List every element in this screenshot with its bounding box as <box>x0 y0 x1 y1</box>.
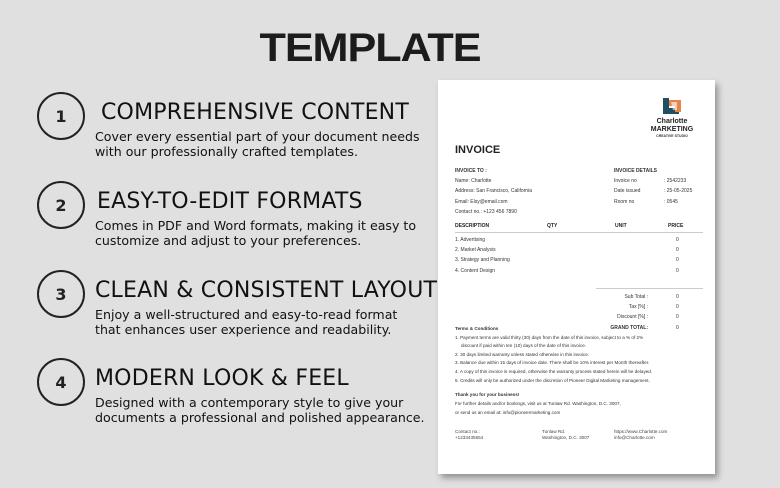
item-price: 0 <box>676 237 679 243</box>
invoice-details-heading: INVOICE DETAILS <box>614 168 657 174</box>
table-header <box>455 223 703 233</box>
terms-item: 4. A copy of this invoice is required, otherwise the warranty process stated herein will be delayed. <box>455 368 653 374</box>
total-row <box>596 312 703 322</box>
item-desc: 3. Strategy and Planning <box>455 257 510 264</box>
item-qty <box>547 255 615 265</box>
feature-heading: EASY-TO-EDIT FORMATS <box>97 189 363 214</box>
detail-row <box>614 186 692 196</box>
item-qty <box>547 266 615 276</box>
item-desc: 2. Market Analysis <box>455 247 496 254</box>
item-price: 0 <box>676 267 679 274</box>
total-value: 0 <box>676 304 679 311</box>
item-qty <box>547 235 615 245</box>
footer-contact <box>455 429 483 441</box>
thanks-block <box>455 390 705 418</box>
terms-item: 2. 30 days limited warranty unless stated otherwise in this invoice. <box>455 351 590 357</box>
company-logo <box>646 96 698 139</box>
number-badge: 3 <box>37 270 85 318</box>
total-label: GRAND TOTAL: <box>610 324 648 331</box>
item-unit <box>615 255 668 265</box>
feature-description: Enjoy a well-structured and easy-to-read format that enhances user experience and readability. <box>95 307 398 337</box>
client-name: Name: Charlotte <box>455 178 492 185</box>
feature-heading: MODERN LOOK & FEEL <box>95 366 349 391</box>
item-unit <box>615 266 668 276</box>
col-description: DESCRIPTION <box>455 223 490 229</box>
footer-text: Washington, D.C. 3007 <box>542 434 590 440</box>
item-price: 0 <box>676 247 679 254</box>
item-unit <box>615 245 668 255</box>
total-label: Discount [%] : <box>617 314 648 321</box>
item-desc: 1. Advertising <box>455 237 486 243</box>
total-label: Sub Total : <box>624 294 648 300</box>
detail-value: : 0545 <box>664 198 678 205</box>
table-row <box>455 266 703 276</box>
footer-text: Contact no.: <box>455 429 480 434</box>
logo-name-2: MARKETING <box>650 126 694 133</box>
footer-text: https://www.Charlotte.com <box>614 429 668 434</box>
table-row <box>455 245 703 255</box>
detail-label: Date issued <box>614 188 641 195</box>
table-row <box>455 255 703 265</box>
footer-text: info@Charlotte.com <box>614 434 655 440</box>
item-price: 0 <box>676 257 679 264</box>
terms-item: 1. Payment terms are valid thirty (30) days from the date of this invoice, subject to a % of 2% <box>455 334 644 340</box>
detail-value: : 25-05-2025 <box>664 188 693 195</box>
total-value: 0 <box>676 324 679 331</box>
total-row <box>596 302 703 312</box>
invoice-preview <box>438 80 715 474</box>
col-unit: UNIT <box>615 223 627 229</box>
footer-address <box>542 429 589 441</box>
logo-icon <box>661 96 683 116</box>
logo-tagline: CREATIVE STUDIO <box>656 134 688 138</box>
logo-name: Charlotte <box>656 118 688 125</box>
total-value: 0 <box>676 294 679 300</box>
detail-label: Room no <box>614 198 635 205</box>
detail-value: : 2542233 <box>664 178 687 185</box>
client-email: Email: Elsy@email.com <box>455 198 508 205</box>
footer-web <box>614 429 667 441</box>
line-items-table <box>455 223 703 276</box>
feature-description: Comes in PDF and Word formats, making it easy to customize and adjust to your preferences. <box>95 218 417 248</box>
client-address: Address: San Francisco, California <box>455 188 532 195</box>
feature-description: Designed with a contemporary style to give your documents a professional and polished appearance. <box>95 395 425 425</box>
detail-row <box>614 197 692 207</box>
terms-item: 3. Balance due within 15 days of invoice date. There shall be 10% interest per Month thereafter. <box>455 360 650 366</box>
table-row <box>455 235 703 245</box>
total-value: 0 <box>676 314 679 321</box>
col-price: PRICE <box>668 223 684 229</box>
number-badge: 2 <box>37 181 85 229</box>
feature-heading: COMPREHENSIVE CONTENT <box>101 100 409 125</box>
number-badge: 1 <box>37 92 85 140</box>
feature-description: Cover every essential part of your document needs with our professionally crafted templates. <box>95 129 420 159</box>
number-badge: 4 <box>37 358 85 406</box>
invoice-title: INVOICE <box>455 144 501 156</box>
terms-heading: Terms & Conditions <box>455 326 499 331</box>
client-contact: Contact no.: +123 456 7890 <box>455 208 517 215</box>
thanks-heading: Thank you for your business! <box>455 392 520 397</box>
total-row <box>596 292 703 302</box>
item-unit <box>615 235 668 245</box>
detail-label: Invoice no <box>614 178 637 185</box>
item-qty <box>547 245 615 255</box>
invoice-to-heading: INVOICE TO : <box>455 168 487 174</box>
invoice-to <box>455 166 532 217</box>
thanks-line: For further details and/or bookings, visit us at Tunlaw Rd. Washington, D.C. 3007, <box>455 401 621 407</box>
terms-conditions <box>455 325 705 385</box>
total-label: Tax [%] : <box>628 304 648 311</box>
page-title: TEMPLATE <box>259 26 481 70</box>
detail-row <box>614 176 692 186</box>
thanks-line: or send us an email at: info@pioneermarketing.com <box>455 410 561 416</box>
invoice-details <box>614 166 692 207</box>
feature-heading: CLEAN & CONSISTENT LAYOUT <box>95 278 438 303</box>
footer-text: +1233435654 <box>455 434 484 440</box>
terms-item: discount if paid within ten (10) days of the date of this invoice. <box>461 343 587 349</box>
footer-text: Tunlaw Rd. <box>542 429 566 434</box>
terms-item: 5. Credits will only be authorized under the discretion of Pioneer Digital Marketing management. <box>455 377 650 383</box>
col-qty: QTY <box>547 223 558 229</box>
item-desc: 4. Content Design <box>455 267 496 274</box>
